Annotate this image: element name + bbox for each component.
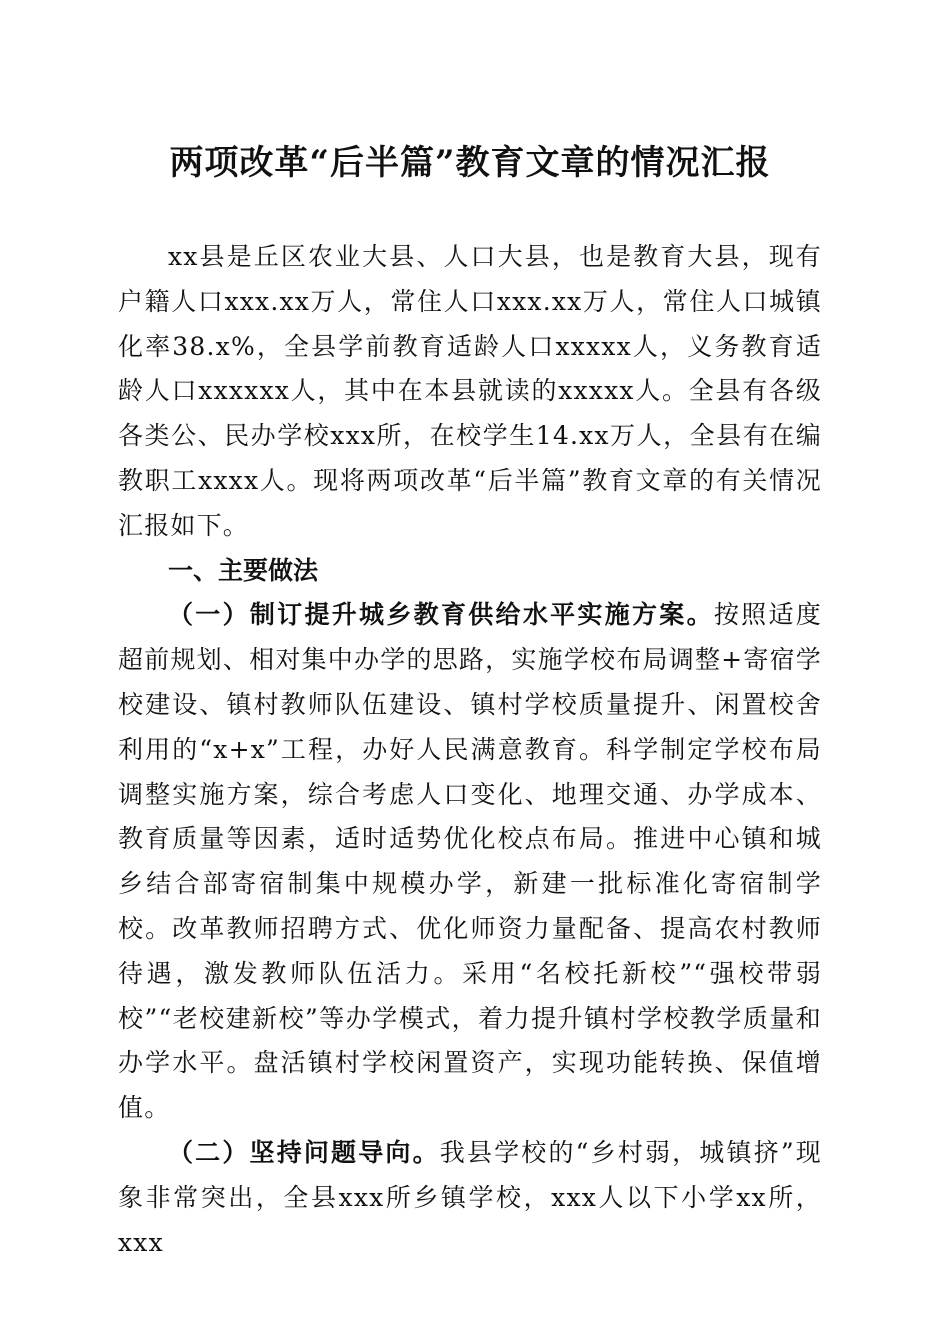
item-1-paragraph	[118, 593, 822, 1131]
document-title: 两项改革“后半篇”教育文章的情况汇报	[169, 143, 771, 183]
item-2-lead: （二）坚持问题导向。	[168, 1137, 440, 1167]
item-2-paragraph	[118, 1131, 822, 1265]
item-2-body: 我县学校的“乡村弱，城镇挤”现象非常突出，全县xxx所乡镇学校，xxx人以下小学xx所，xxx	[118, 1137, 822, 1257]
intro-paragraph: xx县是丘区农业大县、人口大县，也是教育大县，现有户籍人口xxx.xx万人，常住人口xxx.xx万人，常住人口城镇化率38.x%，全县学前教育适龄人口xxxxx人，义务教育适龄人口xxxxxx人，其中在本县就读的xxxxx人。全县有各级各类公、民办学校xxx所，在校学生14.xx万人，全县有在编教职工xxxx人。现将两项改革“后半篇”教育文章的有关情况汇报如下。	[118, 242, 822, 540]
item-1-lead: （一）制订提升城乡教育供给水平实施方案。	[168, 600, 714, 630]
item-1-body: 按照适度超前规划、相对集中办学的思路，实施学校布局调整+寄宿学校建设、镇村教师队伍建设、镇村学校质量提升、闲置校舍利用的“x+x”工程，办好人民满意教育。科学制定学校布局调整实施方案，综合考虑人口变化、地理交通、办学成本、教育质量等因素，适时适势优化校点布局。推进中心镇和城乡结合部寄宿制集中规模办学，新建一批标准化寄宿制学校。改革教师招聘方式、优化师资力量配备、提高农村教师待遇，激发教师队伍活力。采用“名校托新校”“强校带弱校”“老校建新校”等办学模式，着力提升镇村学校教学质量和办学水平。盘活镇村学校闲置资产，实现功能转换、保值增值。	[118, 600, 822, 1123]
section-heading-main-practices: 一、主要做法	[168, 555, 319, 585]
